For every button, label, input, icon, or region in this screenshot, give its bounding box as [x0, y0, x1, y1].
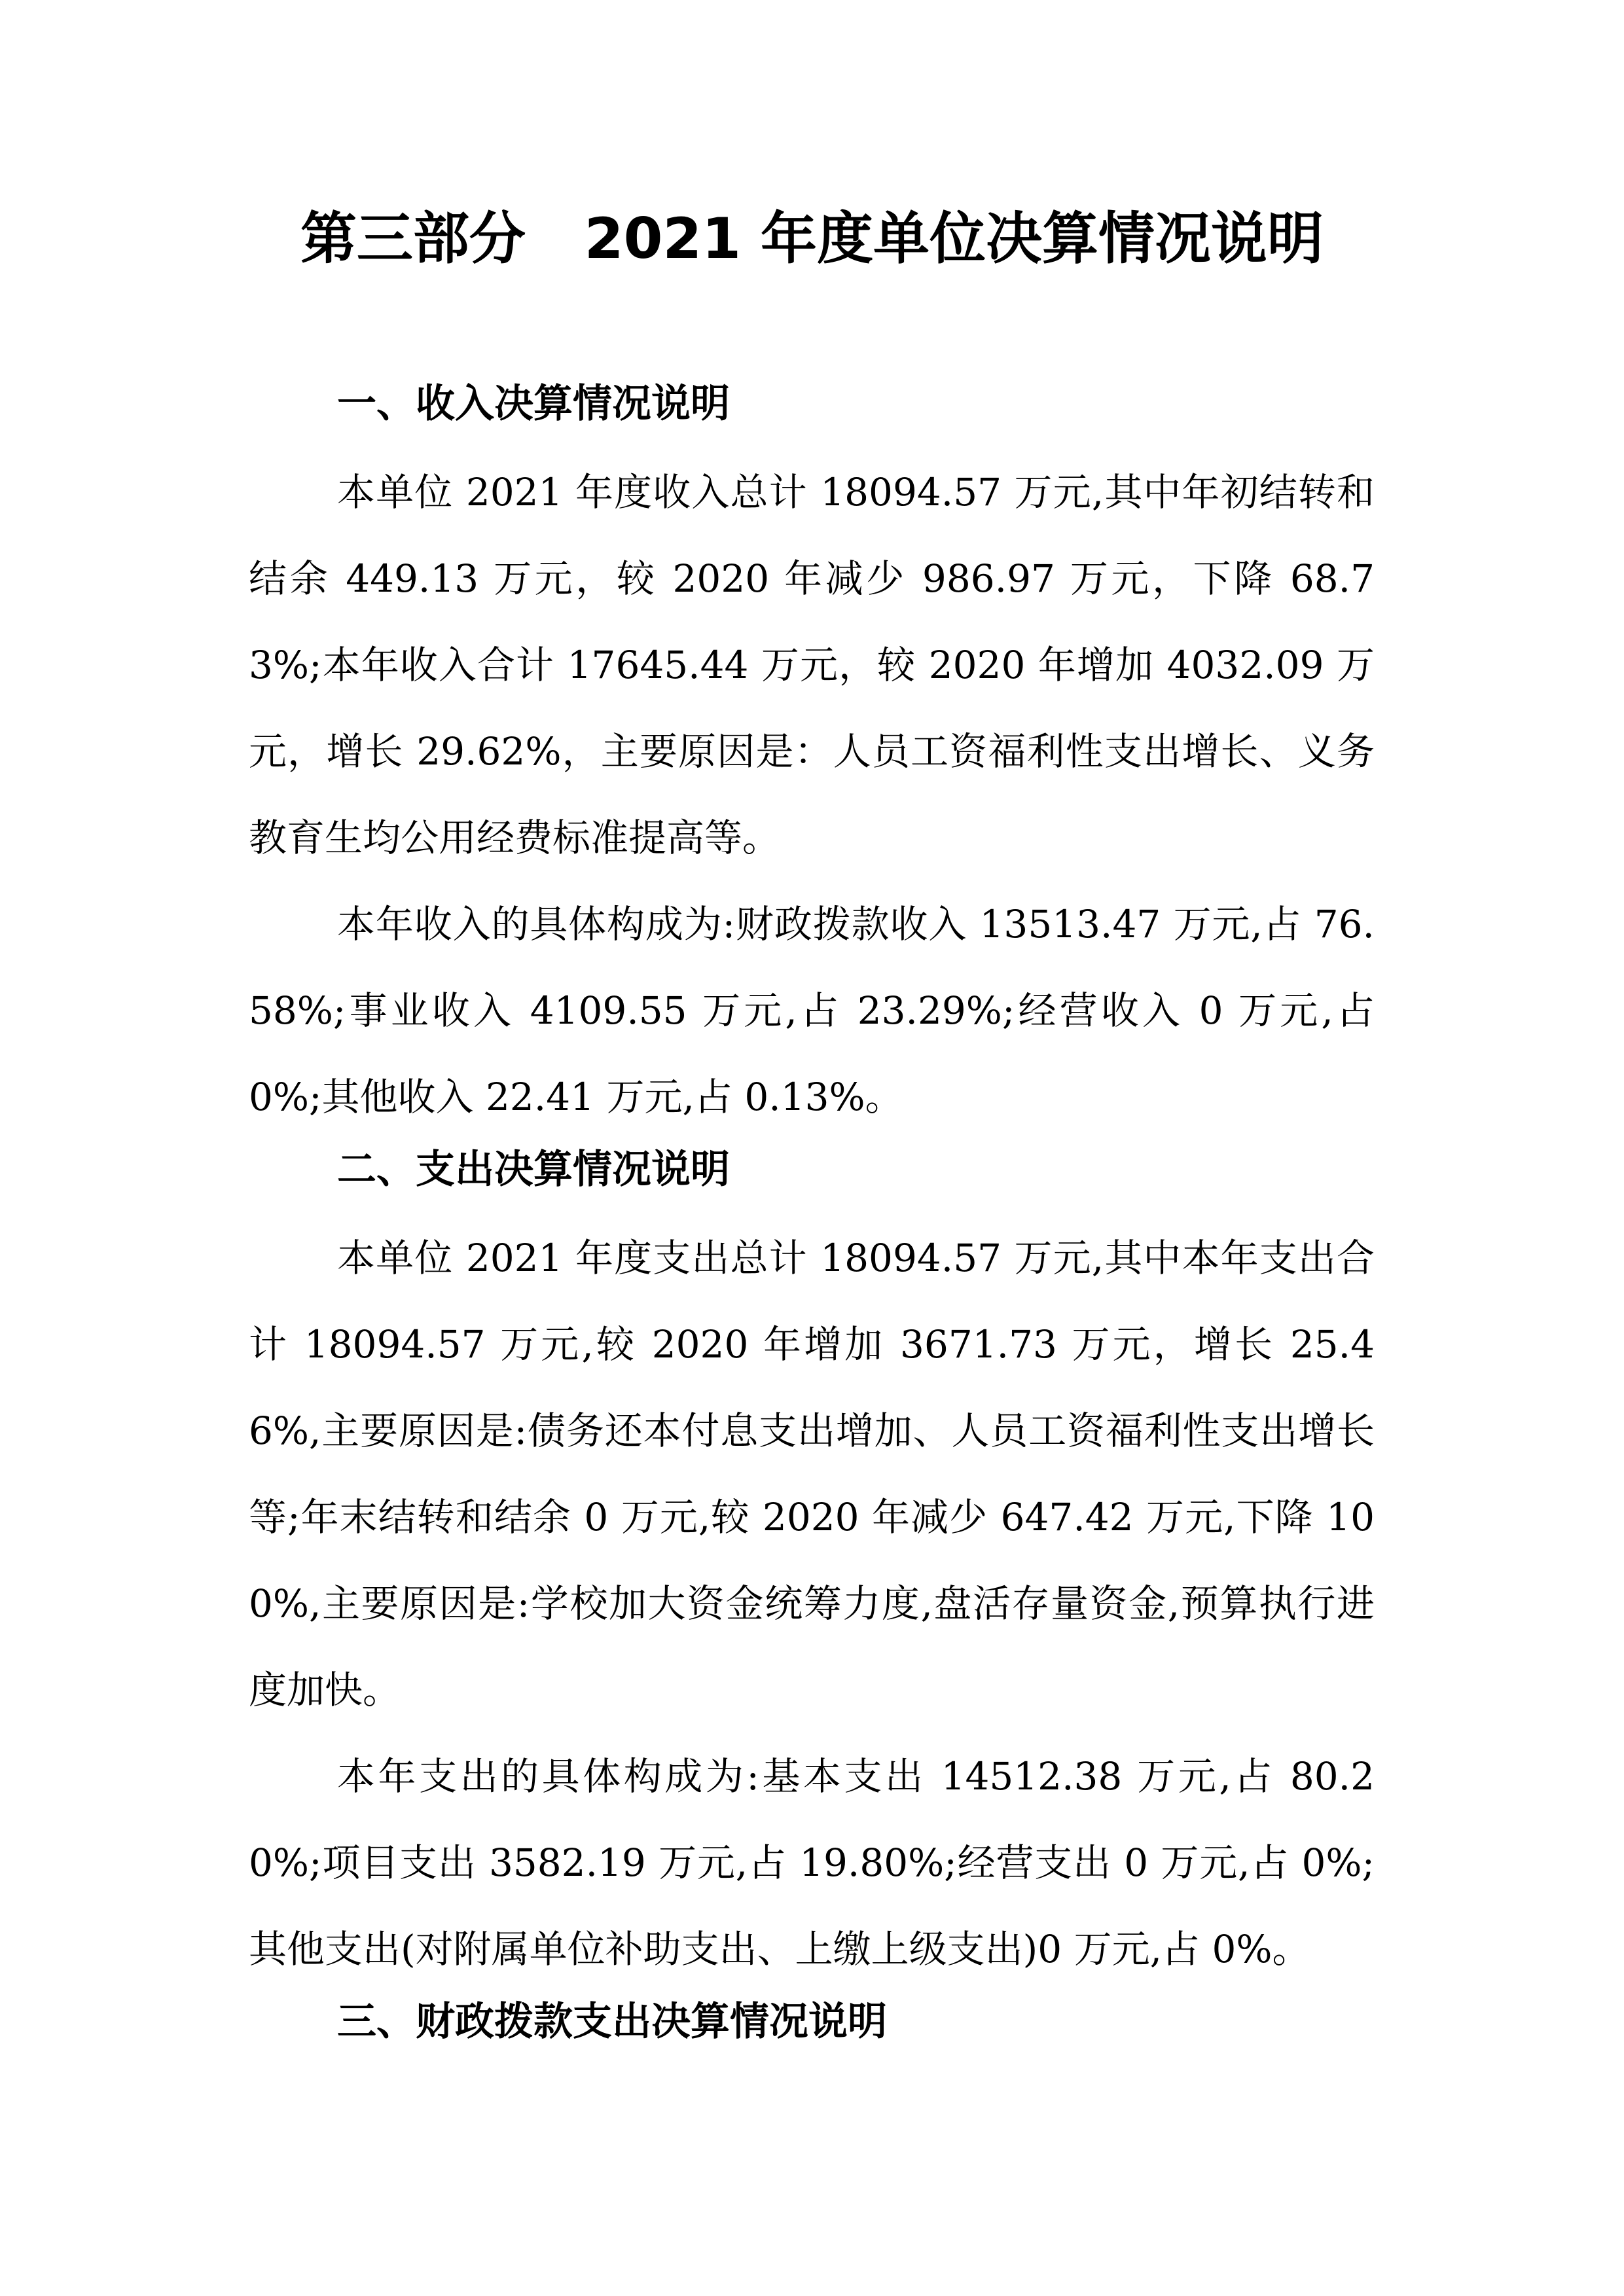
section-heading-fiscal-appropriation: 三、财政拨款支出决算情况说明 [337, 1999, 887, 2045]
expenditure-summary-paragraph: 本单位 2021 年度支出总计 18094.57 万元,其中本年支出合计 18094.57 万元,较 2020 年增加 3671.73 万元，增长 25.46%,主要原因是:债务还本付息支出增加、人员工资福利性支出增长等;年末结转和结余 0 万元,较 2020 年减少 647.42 万元,下降 100%,主要原因是:学校加大资金统筹力度,盘活存量资金,预算执行进度加快。 [249, 1236, 1375, 1712]
income-summary-paragraph: 本单位 2021 年度收入总计 18094.57 万元,其中年初结转和结余 449.13 万元，较 2020 年减少 986.97 万元，下降 68.73%;本年收入合计 17645.44 万元，较 2020 年增加 4032.09 万元，增长 29.62%，主要原因是：人员工资福利性支出增长、义务教育生均公用经费标准提高等。 [249, 470, 1375, 860]
section-heading-expenditure: 二、支出决算情况说明 [337, 1147, 730, 1193]
income-composition-paragraph: 本年收入的具体构成为:财政拨款收入 13513.47 万元,占 76.58%;事业收入 4109.55 万元,占 23.29%;经营收入 0 万元,占 0%;其他收入 22.41 万元,占 0.13%。 [249, 902, 1375, 1119]
expenditure-composition-paragraph: 本年支出的具体构成为:基本支出 14512.38 万元,占 80.20%;项目支出 3582.19 万元,占 19.80%;经营支出 0 万元,占 0%;其他支出(对附属单位补助支出、上缴上级支出)0 万元,占 0%。 [249, 1754, 1375, 1971]
page-title: 第三部分 2021 年度单位决算情况说明 [300, 206, 1324, 272]
section-heading-income: 一、收入决算情况说明 [337, 381, 730, 427]
